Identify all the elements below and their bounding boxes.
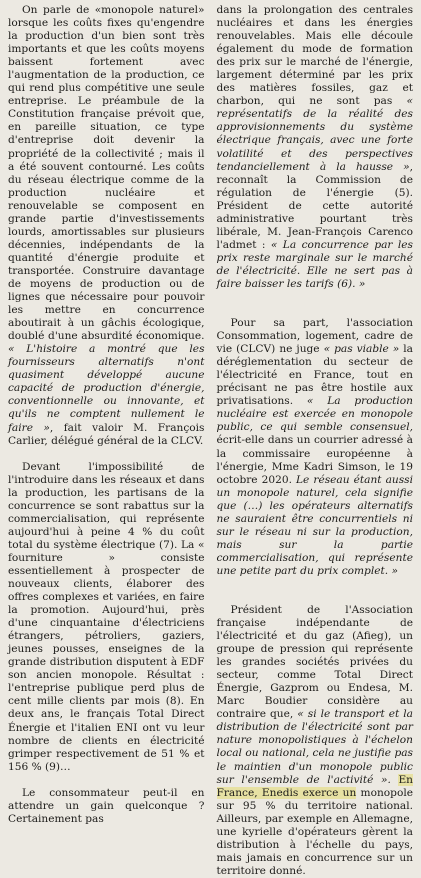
left-column [6, 4, 205, 825]
quote: « L'histoire a montré que les fournisseurs alternatifs n'ont quasiment développé aucune capacité de production d'énergie, conventionnelle ou innovante, et qu'ils ne comptent nullement le faire » [8, 343, 205, 434]
quote: Le réseau étant aussi un monopole naturel, cela signifie que (…) les opérateurs alternatifs ne sauraient être concurrentiels ni sur le réseau ni sur la production, mais sur la partie commercialisation, qui représente une petite part du prix complet. » [216, 473, 413, 577]
paragraph [8, 4, 205, 448]
paragraph-text: On parle de «monopole naturel» lorsque les coûts fixes qu'engendre la production d'un bien sont très importants et que les coûts moyens baissent fortement avec l'augmentation de la production, ce qui rend plus compétitive une seule entreprise. Le préambule de la Constitution française prévoit que, en pareille situation, ce type d'entreprise doit devenir la propriété de la collectivité ; mais il a été souvent contourné. Les coûts du réseau électrique comme de la production nucléaire et renouvelable se composent en grande partie d'investissements lourds, amortissables sur plusieurs décennies, indépendants de la quantité d'énergie produite et transportée. Construire davantage de moyens de production ou de lignes que nécessaire pour pouvoir les mettre en concurrence aboutirait à un gâchis écologique, doublé d'une absurdité économique. [8, 4, 205, 343]
paragraph-text: , fait valoir M. François Carlier, délégué général de la CLCV. [8, 421, 205, 447]
paragraph-text: dans la prolongation des centrales nucléaires et dans les énergies renouvelables. Mais elle découle également du mode de formation des prix sur le marché de l'énergie, largement déterminé par les prix des matières fossiles, gaz et charbon, qui ne sont pas [216, 4, 413, 108]
paragraph-text: Le consommateur peut-il en attendre un gain quelconque ? Certainement pas [8, 786, 205, 825]
paragraph-text: monopole sur 95 % du territoire national. Ailleurs, par exemple en Allemagne, une kyrielle d'opérateurs gèrent la distribution à l'échelle du pays, mais jamais en concurrence sur un territoire donné. [216, 786, 413, 877]
paragraph-text: écrit-elle dans un courrier adressé à la commissaire européenne à l'énergie, Mme Kadri Simson, le 19 octobre 2020. [216, 434, 413, 486]
paragraph [8, 787, 205, 826]
paragraph-text: Pour sa part, l'association Consommation, logement, cadre de vie (CLCV) ne juge [216, 317, 413, 356]
quote: « représentatifs de la réalité des approvisionnements du système électrique français, avec une forte volatilité et des perspectives tendanciellement à la hausse » [216, 95, 413, 173]
quote: « si le transport et la distribution de l'électricité sont par nature monopolistiques à l'échelon local ou national, cela ne justifie pas le maintien d'un monopole public sur l'ensemble de l'activité ». [216, 708, 413, 786]
paragraph [217, 317, 414, 578]
paragraph-text: Devant l'impossibilité de l'introduire dans les réseaux et dans la production, les partisans de la concurrence se sont rabattus sur la commercialisation, qui représente aujourd'hui à peine 4 % du coût total du système électrique (7). La « fourniture » consiste essentiellement à prospecter de nouveaux clients, élaborer des offres complexes et variées, en faire la promotion. Aujourd'hui, près d'une cinquantaine d'électriciens étrangers, pétroliers, gaziers, jeunes pousses, enseignes de la grande distribution disputent à EDF son ancien monopole. Résultat : l'entreprise publique perd plus de cent mille clients par mois (8). En deux ans, le français Total Direct Énergie et l'italien ENI ont vu leur nombre de clients en électricité grimper respectivement de 51 % et 156 % (9)… [8, 460, 205, 773]
quote: « La production nucléaire est exercée en monopole public, ce qui semble consensuel, [216, 395, 413, 434]
right-column [216, 4, 416, 877]
highlighted-text: En France, Enedis exerce un [216, 773, 413, 799]
paragraph [8, 461, 205, 774]
paragraph-text: Président de l'Association française indépendante de l'électricité et du gaz (Afieg), un groupe de pression qui représente les grandes sociétés privées du secteur, comme Total Direct Énergie, Gazprom ou Endesa, M. Marc Boudier considère au contraire que, [216, 603, 413, 721]
quote: « pas viable » [323, 343, 400, 356]
paragraph [217, 4, 414, 291]
paragraph-text: la déréglementation du secteur de l'électricité en France, tout en précisant ne pas être hostile aux privatisations. [216, 343, 413, 408]
quote: « La concurrence par les prix reste marginale sur le marché de l'électricité. Elle ne sert pas à faire baisser les tarifs (6). » [216, 238, 413, 290]
paragraph-text: , reconnaît la Commission de régulation de l'énergie (5). Président de cette autorité administrative pourtant très libérale, M. Jean-François Carenco l'admet : [216, 160, 413, 251]
paragraph [217, 604, 414, 878]
